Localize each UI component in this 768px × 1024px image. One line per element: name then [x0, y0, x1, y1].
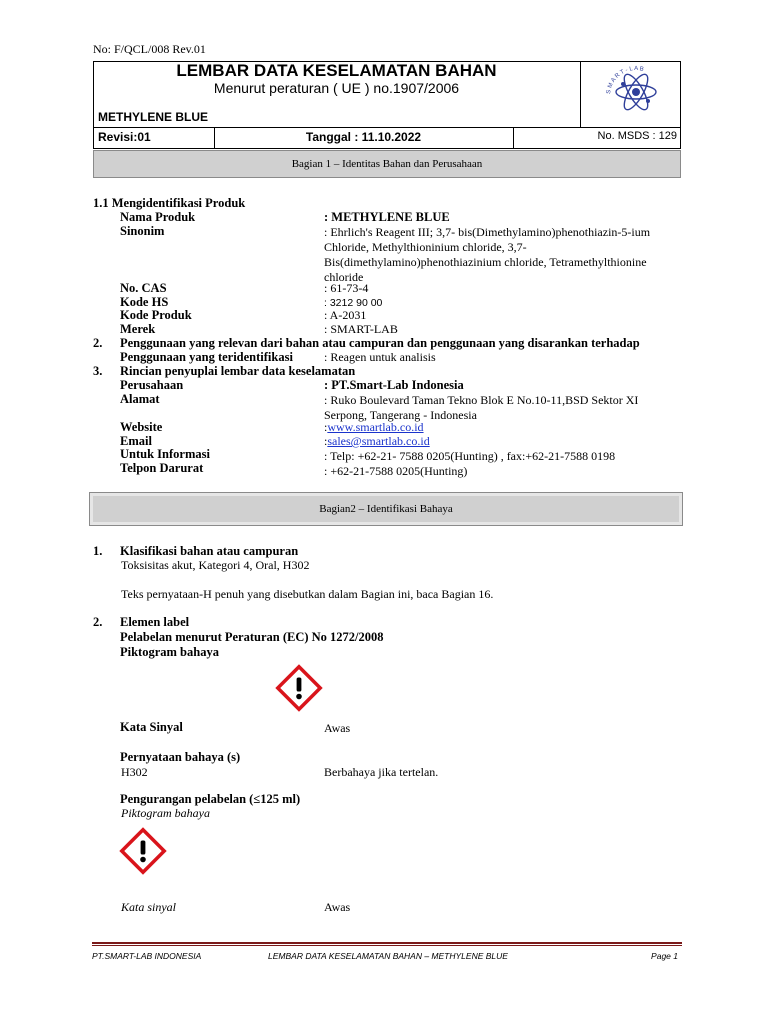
section-3-title: Rincian penyuplai lembar data keselamatan — [120, 364, 356, 378]
footer-rule-thin — [92, 945, 682, 946]
darurat-value: : +62-21-7588 0205(Hunting) — [324, 464, 468, 478]
nama-produk-label: Nama Produk — [120, 210, 196, 224]
perusahaan-label: Perusahaan — [120, 378, 184, 392]
kode-hs-label: Kode HS — [120, 295, 169, 309]
section-2-header: Bagian2 – Identifikasi Bahaya — [89, 492, 683, 526]
footer-company: PT.SMART-LAB INDONESIA — [92, 951, 202, 961]
atom-logo-icon — [596, 62, 676, 126]
document-subtitle: Menurut peraturan ( UE ) no.1907/2006 — [213, 80, 460, 96]
teridentifikasi-label: Penggunaan yang teridentifikasi — [120, 350, 293, 364]
kata-sinyal-reduced-value: Awas — [324, 900, 351, 914]
section-1-header: Bagian 1 – Identitas Bahan dan Perusahaan — [93, 150, 681, 178]
sinonim-value: : Ehrlich's Reagent III; 3,7- bis(Dimethylamino)phenothiazin-5-ium Chloride, Methylthioninium chloride, 3,7-Bis(dimethylamino)phenothiazinium chloride, Tetramethylthionine chloride — [324, 225, 651, 284]
elemen-label-number: 2. — [93, 615, 103, 629]
perusahaan-value: : PT.Smart-Lab Indonesia — [324, 378, 464, 392]
sinonim-label: Sinonim — [120, 224, 165, 238]
kode-hs-value: : 3212 90 00 — [324, 297, 383, 309]
merek-label: Merek — [120, 322, 156, 336]
logo-divider — [580, 61, 581, 128]
piktogram-reduced-label: Piktogram bahaya — [121, 806, 210, 820]
info-label: Untuk Informasi — [120, 447, 210, 461]
section-1-1-title: 1.1 Mengidentifikasi Produk — [93, 196, 246, 210]
footer-rule — [92, 942, 682, 944]
kode-produk-label: Kode Produk — [120, 308, 192, 322]
klasifikasi-number: 1. — [93, 544, 103, 558]
teridentifikasi-value: : Reagen untuk analisis — [324, 350, 436, 364]
exclamation-mark-icon-reduced — [118, 826, 168, 876]
revision-label: Revisi:01 — [98, 130, 151, 144]
email-prefix: : — [324, 434, 328, 448]
nama-produk-value: : METHYLENE BLUE — [324, 210, 450, 224]
h-statement-note: Teks pernyataan-H penuh yang disebutkan dalam Bagian ini, baca Bagian 16. — [121, 587, 494, 601]
exclamation-mark-icon — [274, 663, 324, 713]
website-label: Website — [120, 420, 163, 434]
email-row — [324, 434, 684, 449]
email-label: Email — [120, 434, 152, 448]
pengurangan-pelabelan-label: Pengurangan pelabelan (≤125 ml) — [120, 792, 301, 806]
header-row-divider — [93, 127, 681, 128]
piktogram-label: Piktogram bahaya — [120, 645, 219, 659]
alamat-label: Alamat — [120, 392, 160, 406]
merek-value: : SMART-LAB — [324, 322, 398, 336]
msds-number: No. MSDS : 129 — [597, 130, 677, 142]
info-value: : Telp: +62-21- 7588 0205(Hunting) , fax:+62-21-7588 0198 — [324, 449, 616, 463]
footer-document-title: LEMBAR DATA KESELAMATAN BAHAN – METHYLENE BLUE — [268, 951, 508, 961]
elemen-label-title: Elemen label — [120, 615, 190, 629]
klasifikasi-text: Toksisitas akut, Kategori 4, Oral, H302 — [121, 558, 310, 572]
darurat-label: Telpon Darurat — [120, 461, 204, 475]
alamat-value: : Ruko Boulevard Taman Tekno Blok E No.10-11,BSD Sektor XI Serpong, Tangerang - Indonesia — [324, 393, 639, 422]
section-2-number: 2. — [93, 336, 103, 350]
email-link[interactable]: sales@smartlab.co.id — [327, 434, 430, 448]
kata-sinyal-label: Kata Sinyal — [120, 720, 183, 734]
svg-text:S M A R T - L A B: S M A R T - L A B — [606, 65, 645, 95]
kata-sinyal-reduced-label: Kata sinyal — [121, 900, 177, 914]
product-name-header: METHYLENE BLUE — [98, 110, 209, 124]
kode-produk-value: : A-2031 — [324, 308, 367, 322]
section-3-number: 3. — [93, 364, 103, 378]
website-prefix: : — [324, 420, 328, 434]
cas-value: : 61-73-4 — [324, 281, 369, 295]
date-label: Tanggal : 11.10.2022 — [305, 130, 422, 144]
footer-page-number: Page 1 — [651, 951, 678, 961]
website-link[interactable]: www.smartlab.co.id — [327, 420, 424, 434]
document-title: LEMBAR DATA KESELAMATAN BAHAN — [176, 61, 497, 80]
pelabelan-subtitle: Pelabelan menurut Peraturan (EC) No 1272/2008 — [120, 630, 384, 644]
klasifikasi-title: Klasifikasi bahan atau campuran — [120, 544, 299, 558]
website-row — [324, 420, 684, 435]
kata-sinyal-value: Awas — [324, 721, 351, 735]
h-code: H302 — [121, 765, 148, 779]
pernyataan-bahaya-label: Pernyataan bahaya (s) — [120, 750, 241, 764]
smart-lab-logo — [596, 62, 676, 126]
h-statement-text: Berbahaya jika tertelan. — [324, 765, 439, 779]
cas-label: No. CAS — [120, 281, 167, 295]
document-number: No: F/QCL/008 Rev.01 — [93, 42, 206, 56]
section-2-title: Penggunaan yang relevan dari bahan atau campuran dan penggunaan yang disarankan terhadap — [120, 336, 640, 350]
